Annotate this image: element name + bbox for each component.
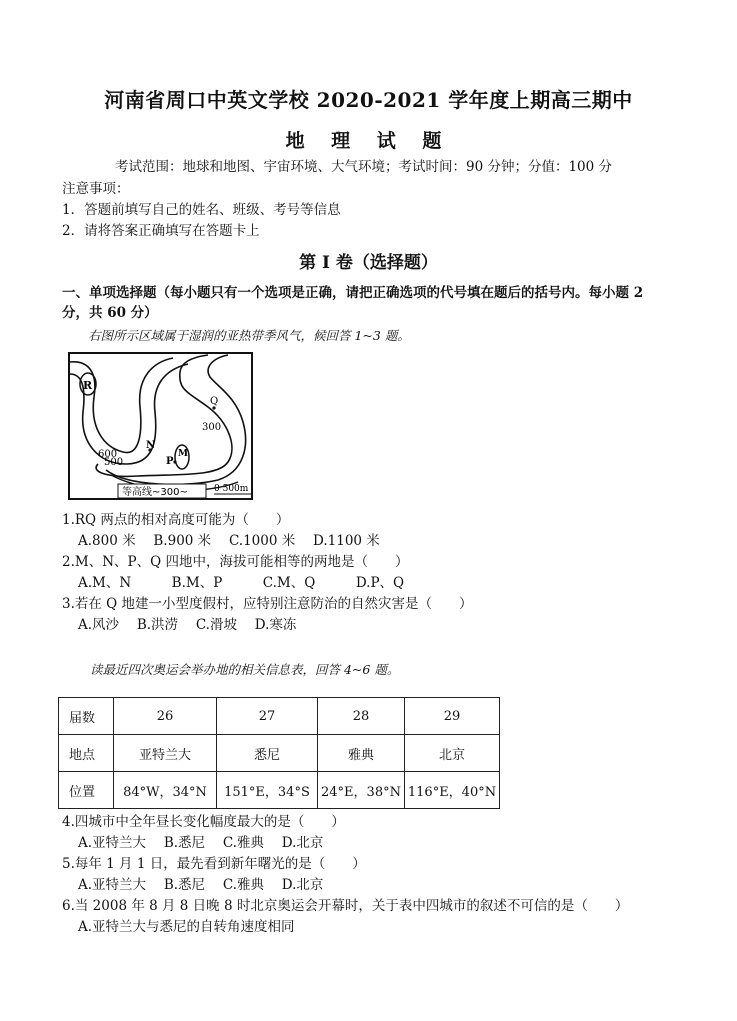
- question-options: A.亚特兰大 B.悉尼 C.雅典 D.北京: [78, 877, 324, 893]
- section-instruction-cont: 分，共 60 分）: [62, 305, 158, 321]
- point-p-marker: [173, 460, 176, 463]
- legend-text: 等高线~300~: [122, 487, 188, 498]
- notes-heading: 注意事项：: [62, 181, 130, 197]
- table-cell: 27: [217, 698, 318, 735]
- label-p: P: [166, 456, 174, 467]
- section-title: 第 I 卷（选择题）: [299, 253, 438, 273]
- table-row: [59, 772, 500, 809]
- question-options: A.亚特兰大与悉尼的自转角速度相同: [78, 919, 295, 935]
- question-options: A.风沙 B.洪涝 C.滑坡 D.寒冻: [78, 617, 297, 633]
- section-instruction: 一、单项选择题（每小题只有一个选项是正确，请把正确选项的代号填在题后的括号内。每小题 2: [62, 285, 644, 301]
- exam-scope: 考试范围：地球和地图、宇宙环境、大气环境；考试时间：90 分钟；分值：100 分: [115, 159, 613, 175]
- table-cell: 28: [318, 698, 405, 735]
- table-cell: 地点: [59, 735, 114, 772]
- question-stem: 3.若在 Q 地建一小型度假村，应特别注意防治的自然灾害是（ ）: [62, 596, 473, 612]
- table-cell: 151°E，34°S: [217, 772, 318, 809]
- table-cell: 116°E，40°N: [405, 772, 500, 809]
- table-cell: 26: [114, 698, 217, 735]
- table-cell: 悉尼: [217, 735, 318, 772]
- table-cell: 29: [405, 698, 500, 735]
- intro-text: 右图所示区域属于湿润的亚热带季风气，候回答 1~3 题。: [88, 328, 410, 343]
- table-cell: 亚特兰大: [114, 735, 217, 772]
- table-row: [59, 698, 500, 735]
- label-q: Q: [210, 396, 219, 407]
- contour-map: [68, 352, 253, 500]
- contour-label-300: 300: [202, 422, 222, 433]
- contour-label-500: 500: [104, 457, 124, 468]
- table-row: [59, 735, 500, 772]
- question-options: A.亚特兰大 B.悉尼 C.雅典 D.北京: [78, 835, 324, 851]
- exam-subtitle: 地 理 试 题: [285, 130, 452, 152]
- question-options: A.M、N B.M、P C.M、Q D.P、Q: [78, 575, 405, 591]
- contour-label-600: 600: [98, 449, 118, 460]
- question-stem: 5.每年 1 月 1 日，最先看到新年曙光的是（ ）: [62, 856, 366, 872]
- label-n: N: [146, 440, 156, 451]
- note-item: 2．请将答案正确填写在答题卡上: [62, 223, 260, 239]
- scale-text: 0 500m: [214, 484, 249, 494]
- table-cell: 84°W，34°N: [114, 772, 217, 809]
- table-cell: 北京: [405, 735, 500, 772]
- note-item: 1．答题前填写自己的姓名、班级、考号等信息: [62, 202, 341, 218]
- question-stem: 1.RQ 两点的相对高度可能为（ ）: [62, 512, 290, 528]
- question-stem: 6.当 2008 年 8 月 8 日晚 8 时北京奥运会开幕时，关于表中四城市的叙述不可信的是（ ）: [62, 898, 629, 914]
- table-cell: 24°E，38°N: [318, 772, 405, 809]
- question-stem: 2.M、N、P、Q 四地中，海拔可能相等的两地是（ ）: [62, 554, 409, 570]
- question-stem: 4.四城市中全年昼长变化幅度最大的是（ ）: [62, 814, 345, 830]
- table-cell: 雅典: [318, 735, 405, 772]
- question-options: A.800 米 B.900 米 C.1000 米 D.1100 米: [78, 533, 380, 549]
- intro-text: 读最近四次奥运会举办地的相关信息表，回答 4~6 题。: [90, 662, 400, 677]
- olympics-table: [58, 697, 500, 809]
- table-cell: 位置: [59, 772, 114, 809]
- table-cell: 届数: [59, 698, 114, 735]
- label-m: M: [178, 449, 188, 459]
- exam-title: 河南省周口中英文学校 2020-2021 学年度上期高三期中: [104, 88, 633, 112]
- label-r: R: [83, 379, 93, 392]
